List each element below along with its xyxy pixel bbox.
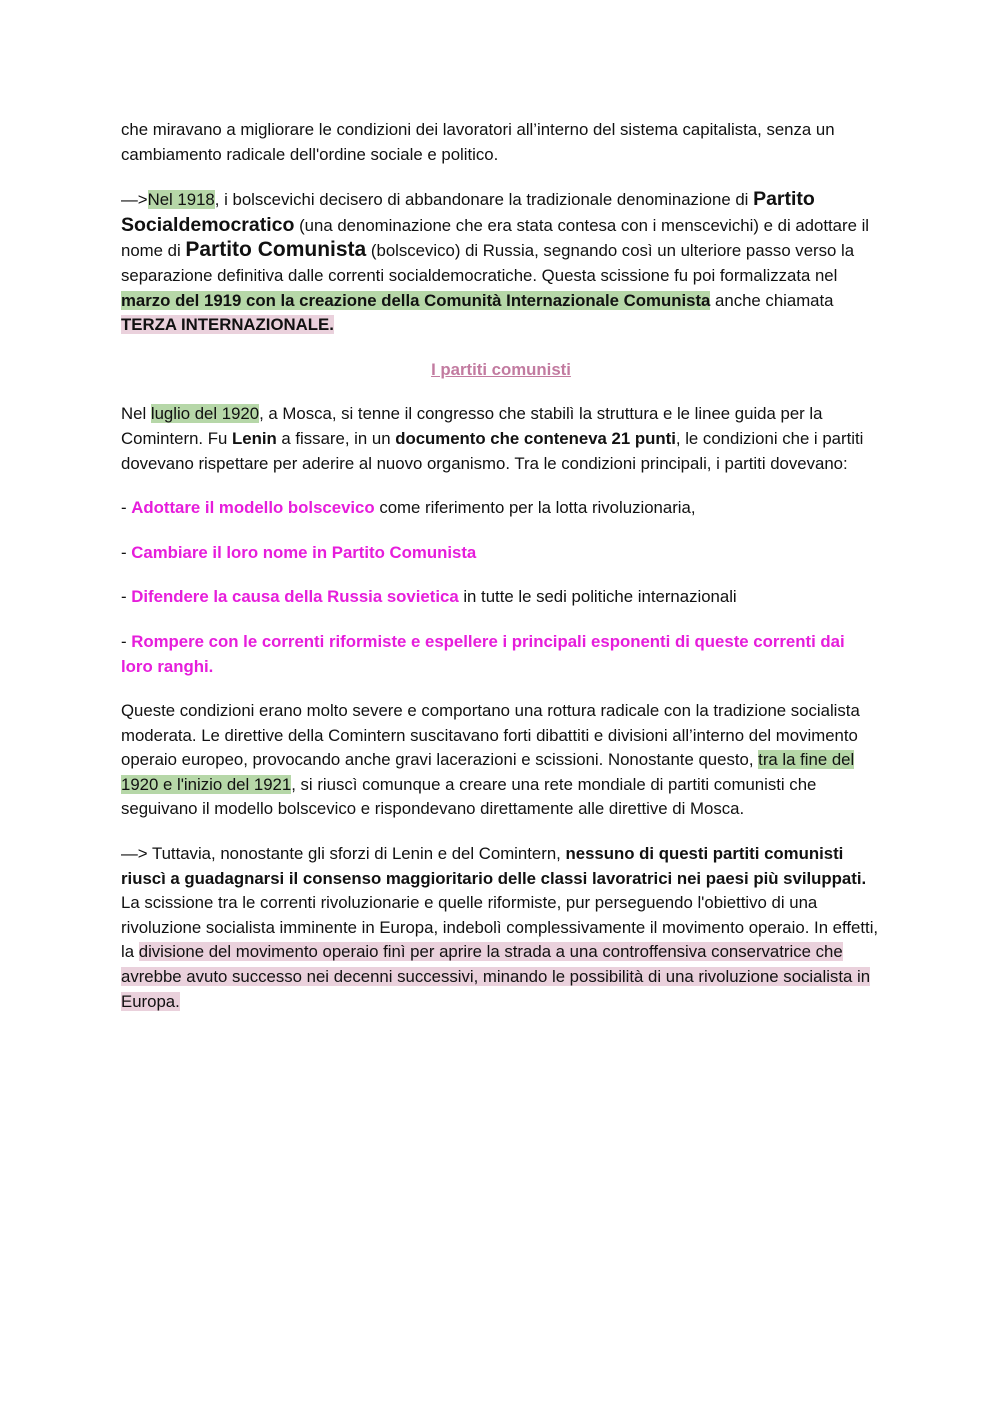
condition-item: [121, 541, 881, 566]
text-segment: , i bolscevichi decisero di abbandonare la tradizionale denominazione di: [214, 190, 754, 210]
term-21-punti: documento che conteneva 21 punti: [395, 428, 676, 448]
document-page: [121, 118, 881, 1034]
bold-statement: nessuno di questi partiti comunisti riuscì a guadagnarsi il consenso maggioritario delle classi lavoratrici nei paesi più sviluppati.: [121, 844, 867, 888]
intro-text: che miravano a migliorare le condizioni dei lavoratori all’interno del sistema capitalista, senza un cambiamento radicale dell'ordine sociale e politico.: [121, 120, 835, 164]
paragraph-1918: [121, 187, 881, 338]
text-segment: a fissare, in un: [276, 428, 396, 448]
term-partito-comunista: Partito Comunista: [185, 238, 367, 262]
text-segment: , si riuscì comunque a creare una rete mondiale di partiti comunisti che seguivano il modello bolscevico e rispondevano direttamente alle direttive di Mosca.: [121, 774, 817, 819]
text-segment: , le condizioni che i partiti dovevano rispettare per aderire al nuovo organismo. Tra le condizioni principali, i partiti dovevano:: [121, 428, 864, 473]
text-segment: (bolscevico) di Russia, segnando così un ulteriore passo verso la separazione definitiva dalle correnti socialdemocratiche. Questa scissione fu poi formalizzata nel: [121, 241, 855, 285]
paragraph-congresso: [121, 402, 881, 476]
arrow-marker: —>: [121, 190, 148, 210]
paragraph-condizioni: [121, 699, 881, 822]
condition-item: [121, 496, 881, 521]
highlight-divisione: divisione del movimento operaio finì per aprire la strada a una controffensiva conservatrice che avrebbe avuto successo nei decenni successivi, minando le possibilità di una rivoluzione socialista in Europa.: [121, 942, 871, 1011]
condition-strong: Adottare il modello bolscevico: [131, 498, 375, 518]
paragraph-tuttavia: [121, 842, 881, 1014]
condition-strong: Rompere con le correnti riformiste e espellere i principali esponenti di queste correnti dai loro ranghi.: [121, 631, 845, 676]
list-dash: -: [121, 587, 132, 607]
term-lenin: Lenin: [231, 428, 277, 448]
text-segment: Nel: [121, 404, 151, 424]
term-partito-socialdemocratico: Partito Socialdemocratico: [121, 188, 815, 236]
paragraph-intro: [121, 118, 881, 167]
text-segment: —> Tuttavia, nonostante gli sforzi di Lenin e del Comintern,: [121, 844, 566, 864]
list-dash: -: [121, 631, 132, 651]
highlight-terza-internazionale: TERZA INTERNAZIONALE.: [121, 315, 334, 335]
highlight-1920-1921: tra la fine del 1920 e l'inizio del 1921: [121, 750, 855, 794]
condition-item: [121, 630, 881, 679]
condition-strong: Difendere la causa della Russia sovietica: [131, 587, 459, 607]
highlight-luglio-1920: luglio del 1920: [150, 404, 260, 424]
text-segment: Queste condizioni erano molto severe e comportano una rottura radicale con la tradizione socialista moderata. Le direttive della Comintern suscitavano forti dibattiti e divisioni all’interno del movimento operaio europeo, provocando anche gravi lacerazioni e scissioni. Nonostante questo,: [121, 701, 860, 770]
condition-rest: in tutte le sedi politiche internazionali: [458, 587, 737, 607]
section-heading: I partiti comunisti: [431, 359, 571, 379]
text-segment: La scissione tra le correnti rivoluzionarie e quelle riformiste, pur perseguendo l'obiettivo di una rivoluzione socialista imminente in Europa, indebolì complessivamente il movimento operaio. In effetti, la: [121, 893, 879, 962]
highlight-marzo-1919: marzo del 1919 con la creazione della Comunità Internazionale Comunista: [121, 290, 711, 310]
text-segment: (una denominazione che era stata contesa con i menscevichi) e di adottare il nome di: [121, 215, 870, 261]
text-segment: , a Mosca, si tenne il congresso che stabilì la struttura e le linee guida per la Comintern. Fu: [121, 404, 823, 448]
list-dash: -: [121, 498, 132, 518]
condition-strong: Cambiare il loro nome in Partito Comunista: [131, 542, 477, 562]
text-segment: anche chiamata: [710, 290, 834, 310]
list-dash: -: [121, 542, 132, 562]
condition-item: [121, 585, 881, 610]
highlight-1918: Nel 1918: [147, 190, 215, 210]
condition-rest: come riferimento per la lotta rivoluzionaria,: [374, 498, 696, 518]
